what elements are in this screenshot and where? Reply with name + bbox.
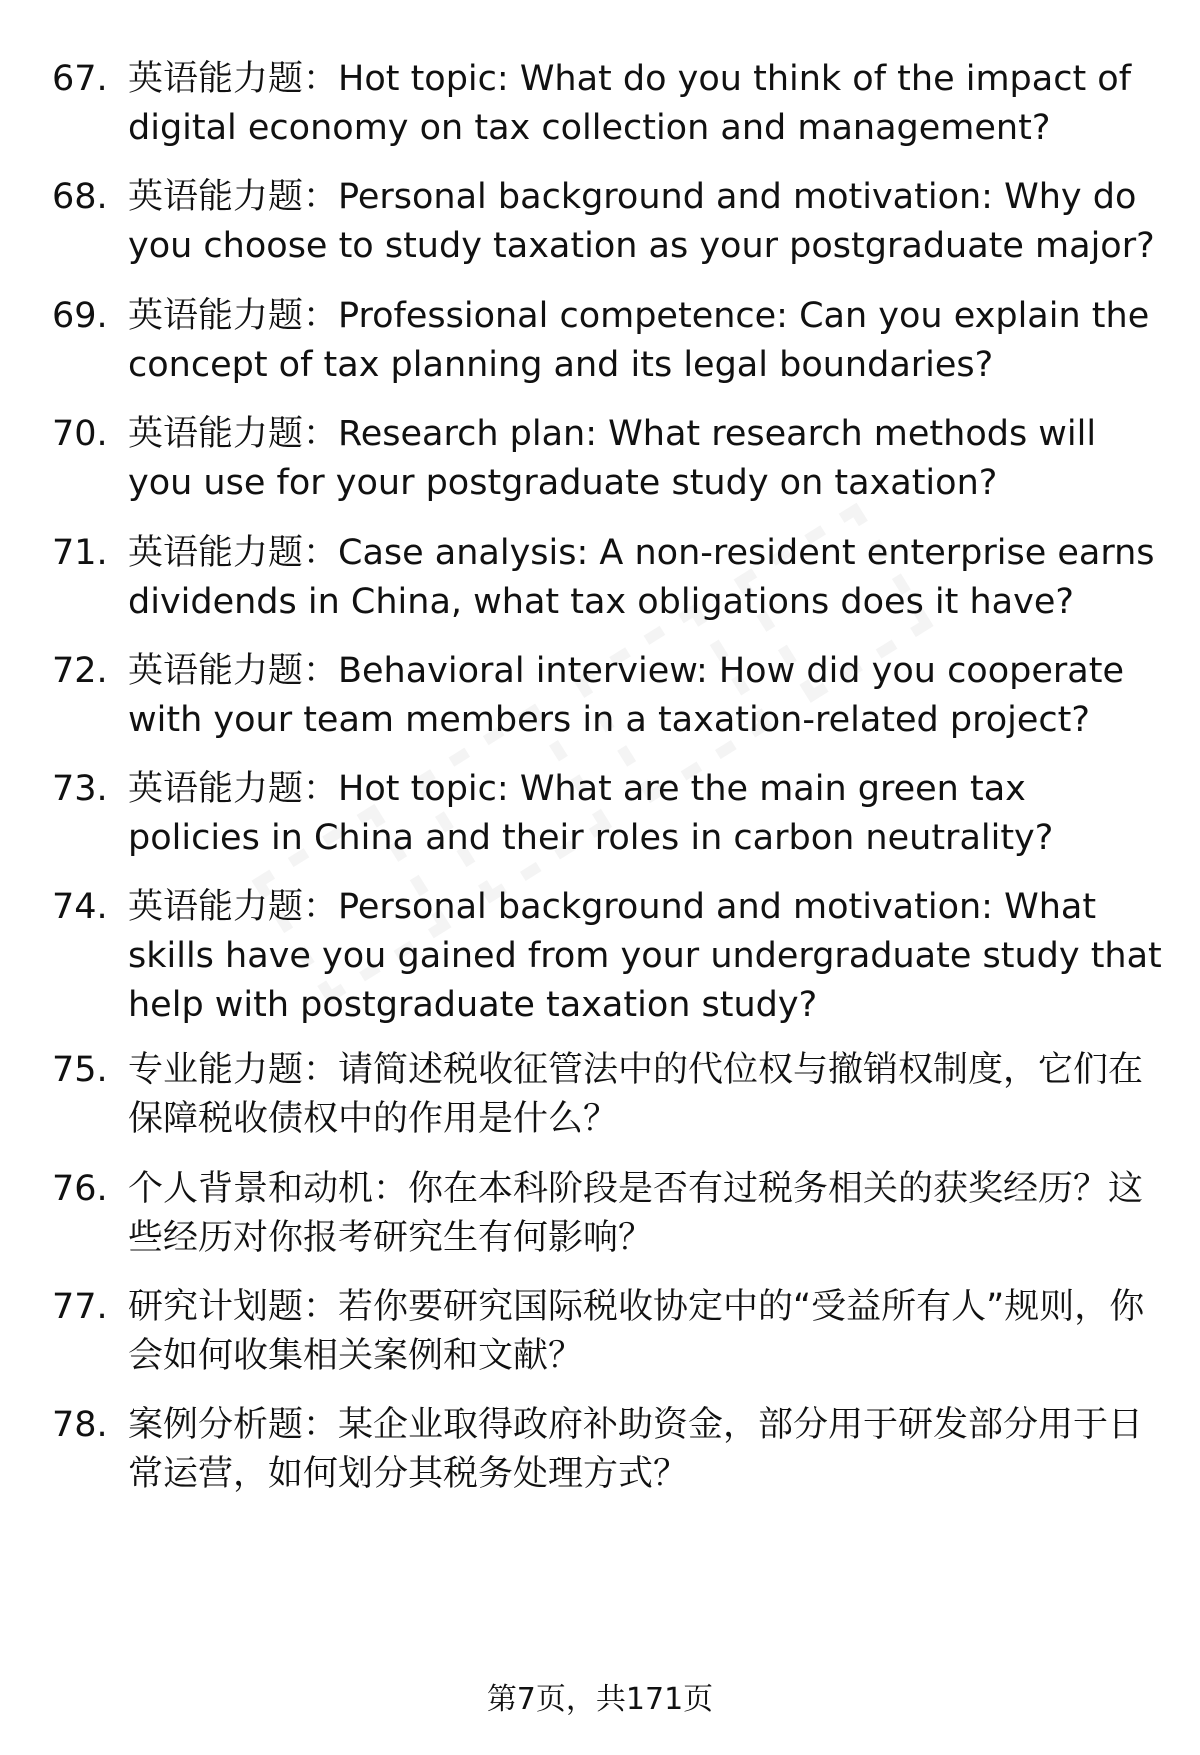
- question-number: 71.: [52, 533, 108, 573]
- question-text: 英语能力题：Case analysis: A non-resident enterprise earns dividends in China, what tax obligations does it have?: [128, 533, 1155, 622]
- question-text: 英语能力题：Personal background and motivation: Why do you choose to study taxation as your postgraduate major?: [128, 177, 1155, 266]
- question-text: 专业能力题：请简述税收征管法中的代位权与撤销权制度，它们在保障税收债权中的作用是什么？: [128, 1050, 1144, 1139]
- question-text: 英语能力题：Hot topic: What do you think of the impact of digital economy on tax collection and management?: [128, 59, 1132, 148]
- question-number: 75.: [52, 1050, 108, 1090]
- question-text: 英语能力题：Professional competence: Can you explain the concept of tax planning and its legal boundaries?: [128, 296, 1150, 385]
- question-text: 研究计划题：若你要研究国际税收协定中的“受益所有人”规则，你会如何收集相关案例和文献？: [128, 1287, 1145, 1376]
- question-text: 个人背景和动机：你在本科阶段是否有过税务相关的获奖经历？这些经历对你报考研究生有何影响？: [128, 1169, 1144, 1258]
- question-text: 英语能力题：Personal background and motivation: What skills have you gained from your undergraduate study that help with postgraduate taxation study?: [128, 887, 1162, 1025]
- question-number: 72.: [52, 651, 108, 691]
- question-number: 70.: [52, 414, 108, 454]
- question-number: 74.: [52, 887, 108, 927]
- question-text: 英语能力题：Behavioral interview: How did you cooperate with your team members in a taxation-related project?: [128, 651, 1124, 740]
- question-number: 67.: [52, 59, 108, 99]
- page-number-footer: 第7页，共171页: [486, 1682, 714, 1717]
- question-text: 英语能力题：Hot topic: What are the main green tax policies in China and their roles in carbon neutrality?: [128, 769, 1054, 858]
- question-number: 68.: [52, 177, 108, 217]
- question-number: 73.: [52, 769, 108, 809]
- question-text: 英语能力题：Research plan: What research methods will you use for your postgraduate study on taxation?: [128, 414, 1097, 503]
- question-number: 76.: [52, 1169, 108, 1209]
- question-number: 78.: [52, 1405, 108, 1445]
- question-number: 69.: [52, 296, 108, 336]
- question-number: 77.: [52, 1287, 108, 1327]
- question-text: 案例分析题：某企业取得政府补助资金，部分用于研发部分用于日常运营，如何划分其税务处理方式？: [128, 1405, 1144, 1494]
